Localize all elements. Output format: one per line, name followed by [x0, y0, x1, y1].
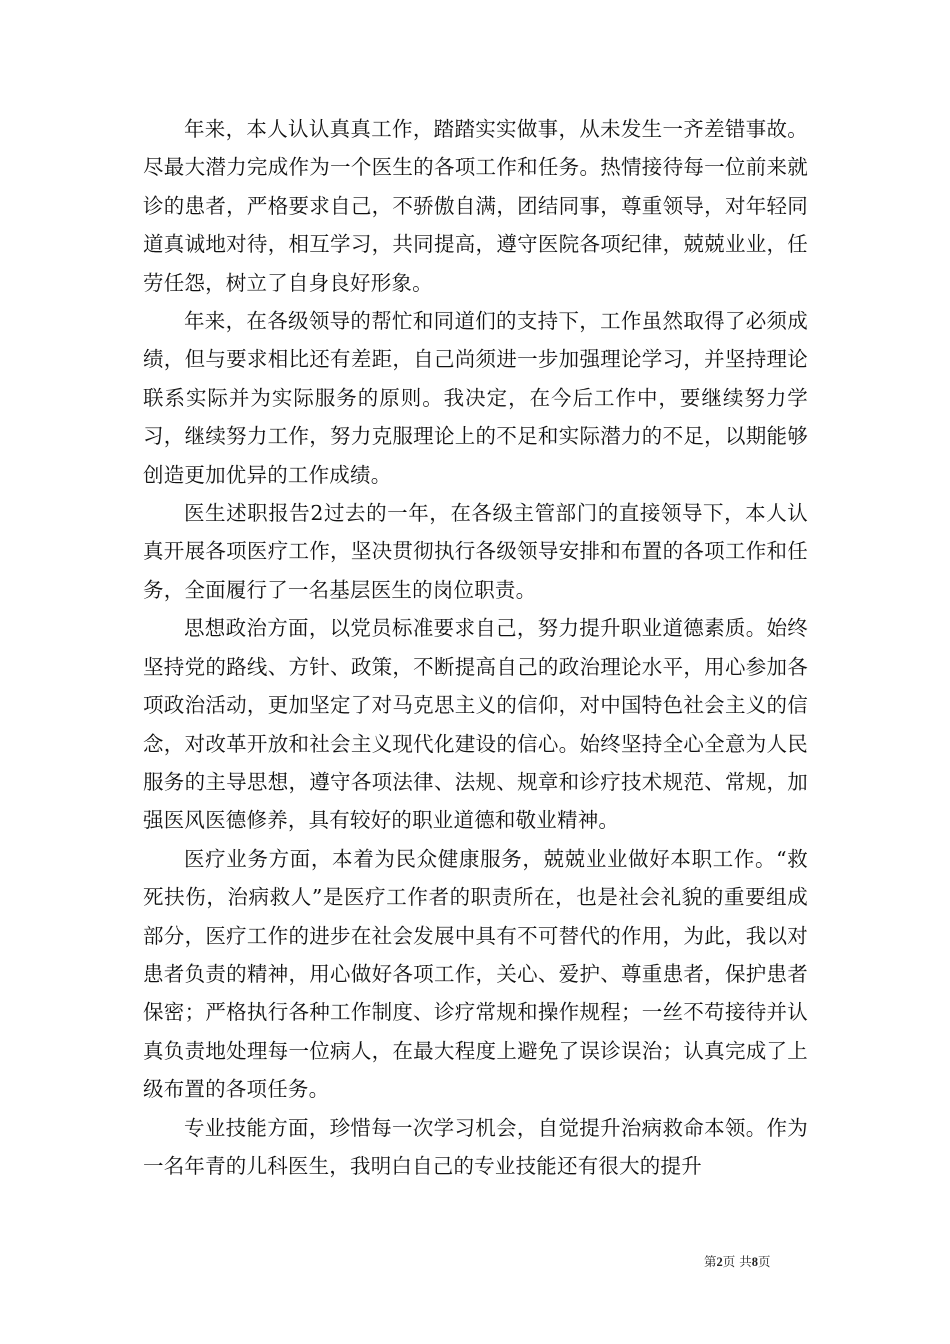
paragraph-3: 医生述职报告2过去的一年，在各级主管部门的直接领导下，本人认真开展各项医疗工作，坚决贯彻执行各级领导安排和布置的各项工作和任务，全面履行了一名基层医生的岗位职责。	[143, 501, 808, 602]
paragraph-2: 年来，在各级领导的帮忙和同道们的支持下，工作虽然取得了必须成绩，但与要求相比还有差距，自己尚须进一步加强理论学习，并坚持理论联系实际并为实际服务的原则。我决定，在今后工作中，要继续努力学习，继续努力工作，努力克服理论上的不足和实际潜力的不足，以期能够创造更加优异的工作成绩。	[143, 309, 808, 487]
footer-middle: 页 共	[722, 1254, 752, 1269]
footer-prefix: 第	[704, 1254, 717, 1269]
paragraph-4: 思想政治方面，以党员标准要求自己，努力提升职业道德素质。始终坚持党的路线、方针、政策，不断提高自己的政治理论水平，用心参加各项政治活动，更加坚定了对马克思主义的信仰，对中国特色社会主义的信念，对改革开放和社会主义现代化建设的信心。始终坚持全心全意为人民服务的主导思想，遵守各项法律、法规、规章和诊疗技术规范、常规，加强医风医德修养，具有较好的职业道德和敬业精神。	[143, 616, 808, 833]
paragraph-1: 年来，本人认认真真工作，踏踏实实做事，从未发生一齐差错事故。尽最大潜力完成作为一个医生的各项工作和任务。热情接待每一位前来就诊的患者，严格要求自己，不骄傲自满，团结同事，尊重领导，对年轻同道真诚地对待，相互学习，共同提高，遵守医院各项纪律，兢兢业业，任劳任怨，树立了自身良好形象。	[143, 117, 808, 295]
paragraph-6: 专业技能方面，珍惜每一次学习机会，自觉提升治病救命本领。作为一名年青的儿科医生，我明白自己的专业技能还有很大的提升	[143, 1115, 808, 1178]
footer-suffix: 页	[758, 1254, 771, 1269]
footer-current-page: 2	[716, 1255, 723, 1269]
footer-total-pages: 8	[751, 1255, 758, 1269]
document-body	[143, 110, 808, 1185]
page-footer	[704, 1252, 771, 1270]
paragraph-5: 医疗业务方面，本着为民众健康服务，兢兢业业做好本职工作。“救死扶伤，治病救人”是医疗工作者的职责所在，也是社会礼貌的重要组成部分，医疗工作的进步在社会发展中具有不可替代的作用，为此，我以对患者负责的精神，用心做好各项工作，关心、爱护、尊重患者，保护患者保密；严格执行各种工作制度、诊疗常规和操作规程；一丝不苟接待并认真负责地处理每一位病人，在最大程度上避免了误诊误治；认真完成了上级布置的各项任务。	[143, 846, 808, 1102]
